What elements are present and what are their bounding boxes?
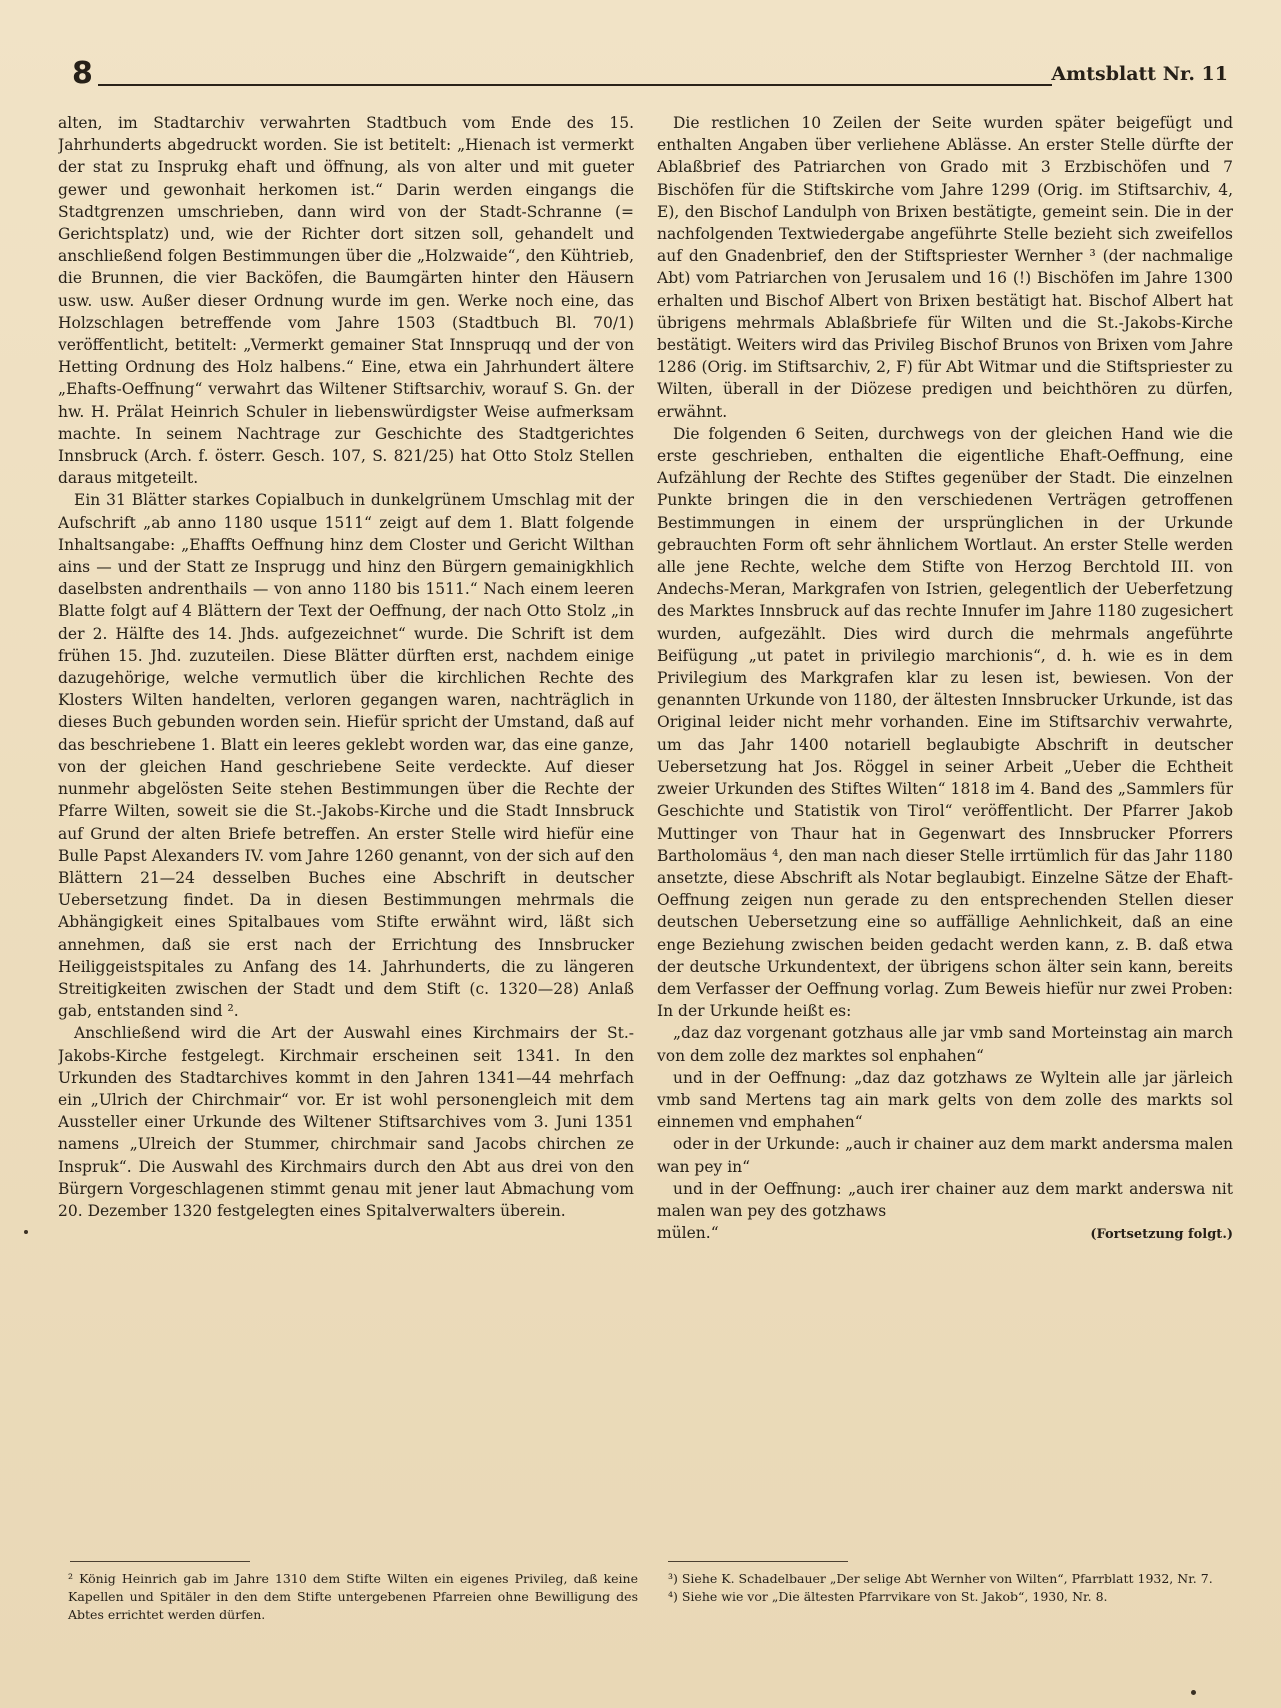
print-speck (1191, 1690, 1196, 1695)
footnote-rule-left (70, 1561, 250, 1562)
margin-speck (24, 1230, 28, 1234)
quote-oeffnung-1: und in der Oeffnung: „daz daz gotzhaws ze Wyltein alle jar järleich vmb sand Mertens tag ain mark gelts von dem zolle des markts sol einnemen vnd emphahen“ (657, 1068, 1233, 1132)
left-paragraph-2: Ein 31 Blätter starkes Copialbuch in dunkelgrünem Umschlag mit der Aufschrift „ab anno 1180 usque 1511“ zeigt auf dem 1. Blatt folgende Inhaltsangabe: „Ehaffts Oeffnung hinz dem Closter und Gericht Wilthan ains — und der Statt ze Insprugg und hinz den Bürgern gemainigkhlich daselbsten andrenthails — von anno 1180 bis 1511.“ Nach einem leeren Blatte folgt auf 4 Blättern der Text der Oeffnung, der nach Otto Stolz „in der 2. Hälfte des 14. Jhds. aufgezeichnet“ wurde. Die Schrift ist dem frühen 15. Jhd. zuzuteilen. Diese Blätter dürften erst, nachdem einige dazugehörige, welche vermutlich über die kirchlichen Rechte des Klosters Wilten handelten, verloren gegangen waren, nachträglich in dieses Buch gebunden worden sein. Hiefür spricht der Umstand, daß auf das beschriebene 1. Blatt ein leeres geklebt worden war, das eine ganze, von der gleichen Hand geschriebene Seite verdeckte. Auf dieser nunmehr abgelösten Seite stehen Bestimmungen über die Rechte der Pfarre Wilten, soweit sie die St.-Jakobs-Kirche und die Stadt Innsbruck auf Grund der alten Briefe betreffen. An erster Stelle wird hiefür eine Bulle Papst Alexanders IV. vom Jahre 1260 genannt, von der sich auf den Blättern 21—24 desselben Buches eine Abschrift in deutscher Uebersetzung findet. Da in diesen Bestimmungen mehrmals die Abhängigkeit eines Spitalbaues vom Stifte erwähnt wird, läßt sich annehmen, daß sie erst nach der Errichtung des Innsbrucker Heiliggeistspitales zu Anfang des 14. Jahrhunderts, die zu längeren Streitigkeiten zwischen der Stadt und dem Stift (c. 1320—28) Anlaß gab, entstanden sind ². (58, 491, 634, 1021)
footnote-4: ⁴) Siehe wie vor „Die ältesten Pfarrvikare von St. Jakob“, 1930, Nr. 8. (668, 1589, 1108, 1604)
page-header (72, 56, 1228, 94)
left-paragraph-3: Anschließend wird die Art der Auswahl eines Kirchmairs der St.-Jakobs-Kirche festgelegt. Kirchmair erscheinen seit 1341. In den Urkunden des Stadtarchives kommt in den Jahren 1341—44 mehrfach ein „Ulrich der Chirchmair“ vor. Er ist wohl personengleich mit dem Aussteller einer Urkunde des Wiltener Stiftsarchives vom 3. Juni 1351 namens „Ulreich der Stummer, chirchmair sand Jacobs chirchen ze Inspruk“. Die Auswahl des Kirchmairs durch den Abt aus drei von den Bürgern Vorgeschlagenen stimmt genau mit jener laut Abmachung vom 20. Dezember 1320 festgelegten eines Spitalverwalters überein. (58, 1024, 634, 1220)
quote-oeffnung-2-end: mülen.“ (657, 1224, 719, 1243)
quote-urkunde-1: „daz daz vorgenant gotzhaus alle jar vmb sand Morteinstag ain march von dem zolle dez marktes sol enphahen“ (657, 1024, 1233, 1065)
page-number: 8 (72, 56, 93, 91)
header-rule (98, 84, 1052, 86)
footnote-3: ³) Siehe K. Schadelbauer „Der selige Abt Wernher von Wilten“, Pfarrblatt 1932, Nr. 7. (668, 1571, 1213, 1586)
footnotes-left (68, 1570, 638, 1624)
closing-line (657, 1222, 1233, 1246)
left-paragraph-1: alten, im Stadtarchiv verwahrten Stadtbuch vom Ende des 15. Jahrhunderts abgedruckt worden. Sie ist betitelt: „Hienach ist vermerkt der stat zu Insprukg ehaft und öffnung, als von alter und mit gueter gewer und gewonhait herkomen ist.“ Darin werden eingangs die Stadtgrenzen umschrieben, dann wird von der Stadt-Schranne (= Gerichtsplatz) und, wie der Richter dort sitzen soll, gehandelt und anschließend folgen Bestimmungen über die „Holzwaide“, den Kühtrieb, die Brunnen, die vier Backöfen, die Baumgärten hinter den Häusern usw. usw. Außer dieser Ordnung wurde im gen. Werke noch eine, das Holzschlagen betreffende vom Jahre 1503 (Stadtbuch Bl. 70/1) veröffentlicht, betitelt: „Vermerkt gemainer Stat Innspruqq und der von Hetting Ordnung des Holz halbens.“ Eine, etwa ein Jahrhundert ältere „Ehafts-Oeffnung“ verwahrt das Wiltener Stiftsarchiv, worauf S. Gn. der hw. H. Prälat Heinrich Schuler in liebenswürdigster Weise aufmerksam machte. In seinem Nachtrage zur Geschichte des Stadtgerichtes Innsbruck (Arch. f. österr. Gesch. 107, S. 821/25) hat Otto Stolz Stellen daraus mitgeteilt. (58, 114, 634, 488)
footnote-2: ² König Heinrich gab im Jahre 1310 dem Stifte Wilten ein eigenes Privileg, daß keine Kapellen und Spitäler in den dem Stifte untergebenen Pfarreien ohne Bewilligung des Abtes errichtet werden dürfen. (68, 1571, 638, 1622)
right-paragraph-1: Die restlichen 10 Zeilen der Seite wurden später beigefügt und enthalten Angaben über verliehene Ablässe. An erster Stelle dürfte der Ablaßbrief des Patriarchen von Grado mit 3 Erzbischöfen und 7 Bischöfen für die Stiftskirche vom Jahre 1299 (Orig. im Stiftsarchiv, 4, E), den Bischof Landulph von Brixen bestätigte, gemeint sein. Die in der nachfolgenden Textwiedergabe angeführte Stelle bezieht sich zweifellos auf den Gnadenbrief, den der Stiftspriester Wernher ³ (der nachmalige Abt) vom Patriarchen von Jerusalem und 16 (!) Bischöfen im Jahre 1300 erhalten und Bischof Albert von Brixen bestätigt hat. Bischof Albert hat übrigens mehrmals Ablaßbriefe für Wilten und die St.-Jakobs-Kirche bestätigt. Weiters wird das Privileg Bischof Brunos von Brixen vom Jahre 1286 (Orig. im Stiftsarchiv, 2, F) für Abt Witmar und die Stiftspriester zu Wilten, überall in der Diözese predigen und beichthören zu dürfen, erwähnt. (657, 114, 1233, 421)
quote-urkunde-2: oder in der Urkunde: „auch ir chainer auz dem markt andersma malen wan pey in“ (657, 1135, 1233, 1176)
left-column (58, 112, 634, 1544)
footnote-rule-right (668, 1561, 848, 1562)
continued-note: (Fortsetzung folgt.) (1090, 1227, 1233, 1243)
publication-title: Amtsblatt Nr. 11 (1051, 63, 1228, 85)
right-column (657, 112, 1233, 1544)
right-paragraph-2: Die folgenden 6 Seiten, durchwegs von der gleichen Hand wie die erste geschrieben, enthalten die eigentliche Ehaft-Oeffnung, eine Aufzählung der Rechte des Stiftes gegenüber der Stadt. Die einzelnen Punkte bringen die in den verschiedenen Verträgen getroffenen Bestimmungen in einem der ursprünglichen in der Urkunde gebrauchten Form oft sehr ähnlichem Wortlaut. An erster Stelle werden alle jene Rechte, welche dem Stifte von Herzog Berchtold III. von Andechs-Meran, Markgrafen von Istrien, gelegentlich der Ueberfetzung des Marktes Innsbruck auf das rechte Innufer im Jahre 1180 zugesichert wurden, aufgezählt. Dies wird durch die mehrmals angeführte Beifügung „ut patet in privilegio marchionis“, d. h. wie es in dem Privilegium des Markgrafen klar zu lesen ist, bewiesen. Von der genannten Urkunde von 1180, der ältesten Innsbrucker Urkunde, ist das Original leider nicht mehr vorhanden. Eine im Stiftsarchiv verwahrte, um das Jahr 1400 notariell beglaubigte Abschrift in deutscher Uebersetzung hat Jos. Röggel in seiner Arbeit „Ueber die Echtheit zweier Urkunden des Stiftes Wilten“ 1818 im 4. Band des „Sammlers für Geschichte und Statistik von Tirol“ veröffentlicht. Der Pfarrer Jakob Muttinger von Thaur hat in Gegenwart des Innsbrucker Pforrers Bartholomäus ⁴, den man nach dieser Stelle irrtümlich für das Jahr 1180 ansetzte, diese Abschrift als Notar beglaubigt. Einzelne Sätze der Ehaft-Oeffnung zeigen nun gerade zu den entsprechenden Stellen dieser deutschen Uebersetzung eine so auffällige Aehnlichkeit, daß an eine enge Beziehung zwischen beiden gedacht werden kann, z. B. daß etwa der deutsche Urkundentext, der übrigens schon älter sein kann, bereits dem Verfasser der Oeffnung vorlag. Zum Beweis hiefür nur zwei Proben: In der Urkunde heißt es: (657, 424, 1233, 1021)
footnotes-right (668, 1570, 1238, 1606)
quote-oeffnung-2: und in der Oeffnung: „auch irer chainer auz dem markt anderswa nit malen wan pey des gotzhaws (657, 1179, 1233, 1220)
